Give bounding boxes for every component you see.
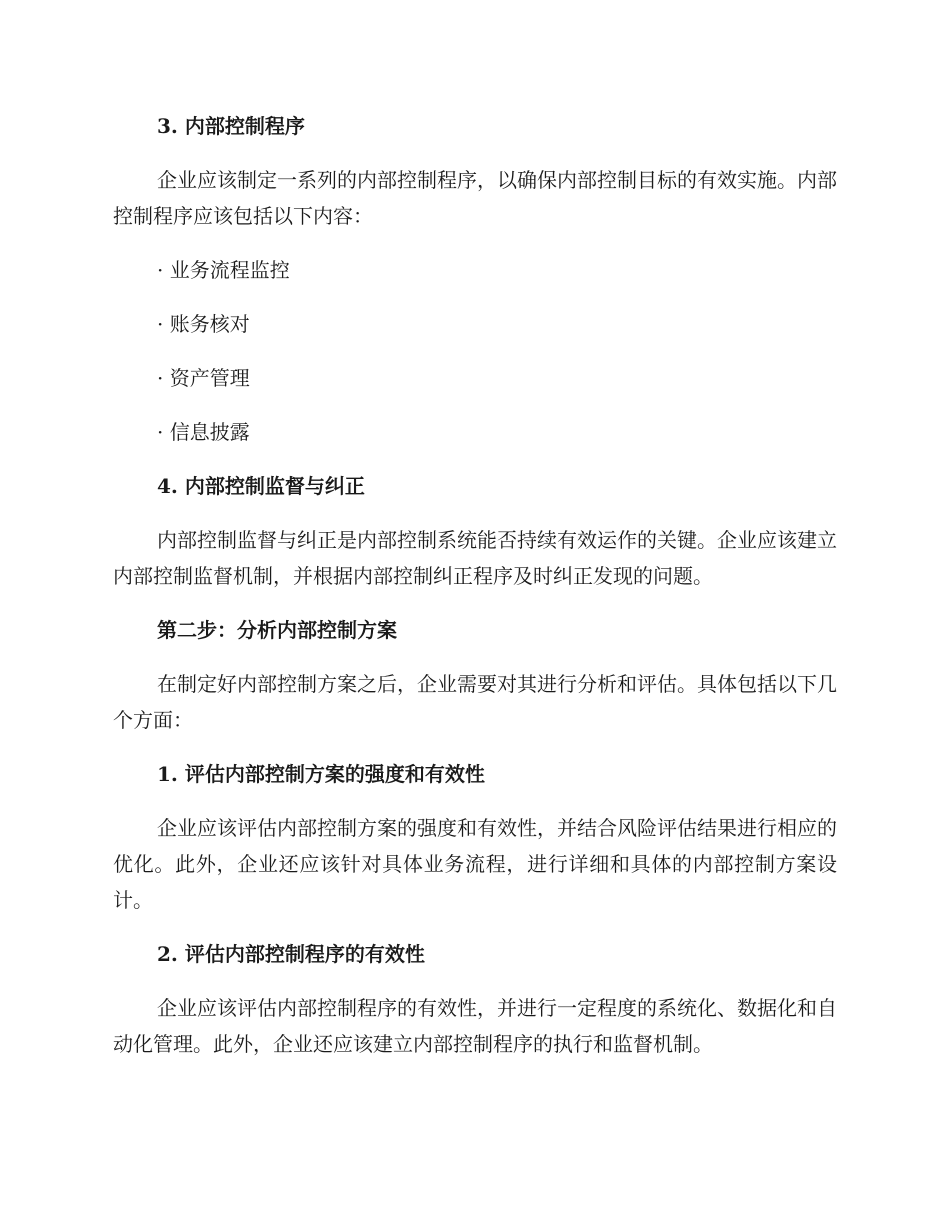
eval-2-paragraph: 企业应该评估内部控制程序的有效性，并进行一定程度的系统化、数据化和自动化管理。此外，企业还应该建立内部控制程序的执行和监督机制。 <box>113 996 837 1056</box>
eval-1-heading: 1. 评估内部控制方案的强度和有效性 <box>157 762 485 786</box>
section-4-paragraph: 内部控制监督与纠正是内部控制系统能否持续有效运作的关键。企业应该建立内部控制监督机制，并根据内部控制纠正程序及时纠正发现的问题。 <box>113 528 837 588</box>
list-item-information-disclosure: · 信息披露 <box>157 420 250 444</box>
section-4-heading: 4. 内部控制监督与纠正 <box>157 474 365 498</box>
eval-1-paragraph: 企业应该评估内部控制方案的强度和有效性，并结合风险评估结果进行相应的优化。此外，企业还应该针对具体业务流程，进行详细和具体的内部控制方案设计。 <box>113 816 837 912</box>
section-3-paragraph: 企业应该制定一系列的内部控制程序，以确保内部控制目标的有效实施。内部控制程序应该包括以下内容： <box>113 168 837 228</box>
list-item-account-reconciliation: · 账务核对 <box>157 312 250 336</box>
list-item-asset-management: · 资产管理 <box>157 366 250 390</box>
section-3-heading: 3. 内部控制程序 <box>157 114 305 138</box>
eval-2-heading: 2. 评估内部控制程序的有效性 <box>157 942 425 966</box>
step-2-paragraph: 在制定好内部控制方案之后，企业需要对其进行分析和评估。具体包括以下几个方面： <box>113 672 837 732</box>
step-2-heading: 第二步：分析内部控制方案 <box>157 618 397 642</box>
list-item-process-monitoring: · 业务流程监控 <box>157 258 290 282</box>
document-page <box>113 108 837 1080</box>
